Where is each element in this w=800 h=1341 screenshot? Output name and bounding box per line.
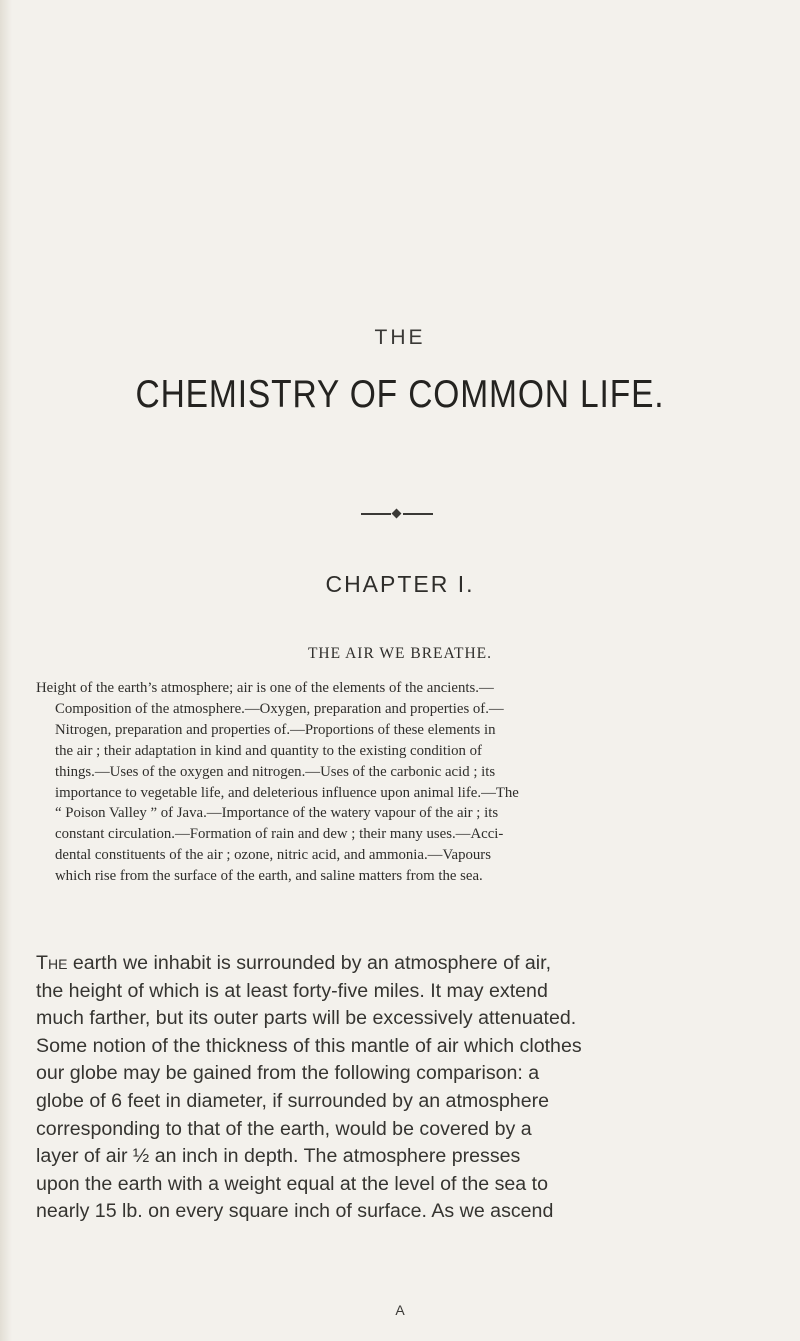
small-caps-lead-word: The	[36, 952, 68, 974]
body-line: nearly 15 lb. on every square inch of surface. As we ascend	[36, 1200, 554, 1223]
title-article: THE	[374, 326, 426, 349]
summary-line: importance to vegetable life, and deleterious influence upon animal life.—The	[55, 784, 519, 801]
body-line: layer of air ½ an inch in depth. The atmosphere presses	[36, 1145, 521, 1168]
summary-line: “ Poison Valley ” of Java.—Importance of the watery vapour of the air ; its	[55, 805, 499, 822]
diamond-icon	[392, 509, 402, 519]
body-line	[36, 950, 790, 978]
book-title: CHEMISTRY OF COMMON LIFE.	[135, 373, 665, 416]
summary-line: dental constituents of the air ; ozone, nitric acid, and ammonia.—Vapours	[55, 847, 491, 864]
chapter-title: THE AIR WE BREATHE.	[307, 645, 493, 662]
body-line: our globe may be gained from the following comparison: a	[36, 1062, 540, 1085]
ornament-divider	[361, 509, 433, 519]
summary-line: constant circulation.—Formation of rain and dew ; their many uses.—Acci-	[55, 826, 504, 843]
body-line: globe of 6 feet in diameter, if surrounded by an atmosphere	[36, 1089, 550, 1112]
chapter-summary	[36, 678, 788, 887]
body-line: Some notion of the thickness of this mantle of air which clothes	[36, 1034, 582, 1057]
signature-mark: A	[395, 1302, 405, 1318]
body-line: much farther, but its outer parts will be excessively attenuated.	[36, 1007, 577, 1030]
summary-line: the air ; their adaptation in kind and quantity to the existing condition of	[55, 742, 482, 759]
chapter-number: CHAPTER I.	[325, 571, 475, 597]
body-line: upon the earth with a weight equal at the level of the sea to	[36, 1172, 548, 1195]
summary-line: Height of the earth’s atmosphere; air is one of the elements of the ancients.—	[36, 680, 494, 696]
summary-line: things.—Uses of the oxygen and nitrogen.—Uses of the carbonic acid ; its	[55, 763, 496, 780]
summary-line: Composition of the atmosphere.—Oxygen, preparation and properties of.—	[55, 700, 504, 717]
body-line: corresponding to that of the earth, would be covered by a	[36, 1117, 532, 1140]
ornament-line-left	[361, 513, 391, 515]
ornament-line-right	[403, 513, 433, 515]
body-paragraph	[36, 950, 790, 1226]
page-edge-shadow	[0, 0, 12, 1341]
body-line-rest: earth we inhabit is surrounded by an atmosphere of air,	[67, 952, 552, 974]
summary-line: Nitrogen, preparation and properties of.—Proportions of these elements in	[55, 721, 496, 738]
summary-line: which rise from the surface of the earth, and saline matters from the sea.	[55, 868, 483, 885]
body-line: the height of which is at least forty-five miles. It may extend	[36, 979, 548, 1002]
